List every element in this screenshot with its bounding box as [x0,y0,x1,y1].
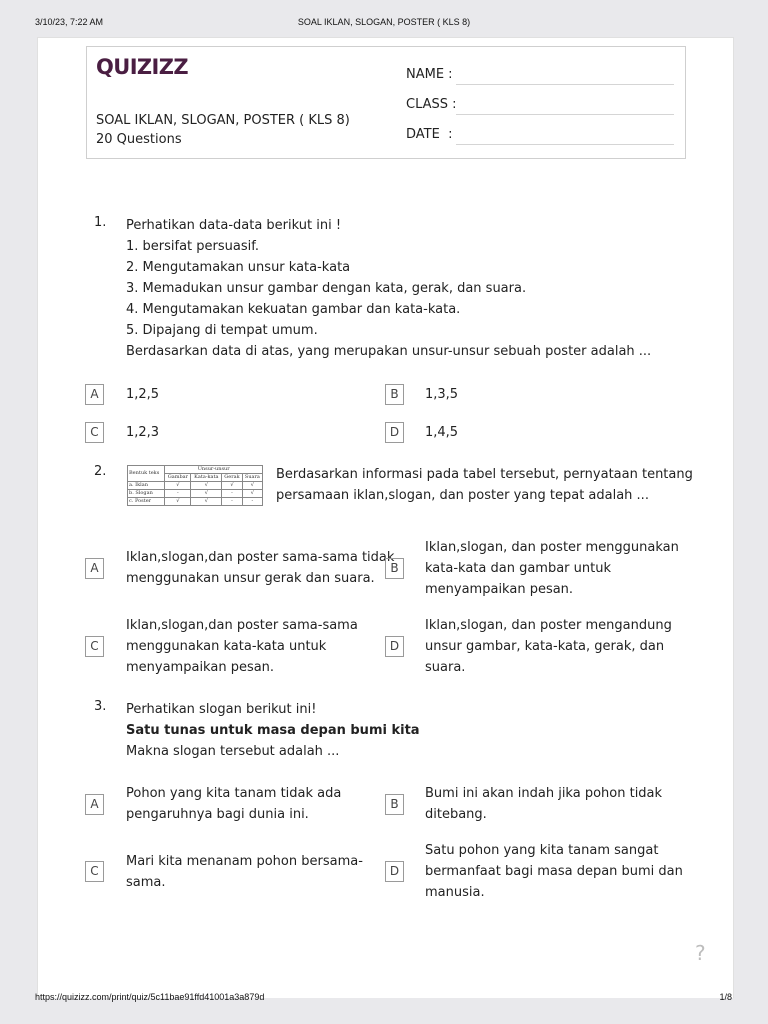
question-table [127,465,263,506]
class-field[interactable] [406,95,674,115]
table-cell: a. Iklan [128,482,165,490]
option-line: menggunakan unsur gerak dan suara. [126,571,375,586]
quiz-header-box [86,46,686,159]
help-icon[interactable]: ? [695,941,706,965]
slogan-text: Satu tunas untuk masa depan bumi kita [126,723,420,738]
option-badge-a[interactable]: A [85,384,104,405]
date-label: DATE : [406,127,453,142]
question-line: Berdasarkan informasi pada tabel tersebut, pernyataan tentang [276,467,693,482]
print-datetime: 3/10/23, 7:22 AM [35,17,104,27]
question-line: Perhatikan slogan berikut ini! [126,702,317,717]
table-cell: Suara [242,474,262,482]
option-badge-b[interactable]: B [385,794,404,815]
question-number: 1. [94,215,107,230]
date-line[interactable] [456,144,674,145]
option-line: Iklan,slogan,dan poster sama-sama [126,618,358,633]
option-text: 1,2,3 [126,425,160,440]
table-cell: Kata-kata [191,474,222,482]
option-line: Pohon yang kita tanam tidak ada [126,786,342,801]
option-badge-c[interactable]: C [85,861,104,882]
table-cell: √ [242,482,262,490]
name-field[interactable] [406,65,674,85]
option-text [126,547,394,589]
option-text [425,783,662,825]
option-line: menyampaikan pesan. [425,582,574,597]
option-line: sama. [126,875,166,890]
option-line: Satu pohon yang kita tanam sangat [425,843,659,858]
option-badge-d[interactable]: D [385,861,404,882]
option-line: suara. [425,660,466,675]
option-line: Bumi ini akan indah jika pohon tidak [425,786,663,801]
quiz-page [37,37,734,998]
table-row [128,490,263,498]
question-line: 5. Dipajang di tempat umum. [126,323,318,338]
table-cell: √ [222,482,243,490]
table-cell: - [242,498,262,506]
question-line: Berdasarkan data di atas, yang merupakan unsur-unsur sebuah poster adalah ... [126,344,652,359]
option-badge-d[interactable]: D [385,422,404,443]
quiz-title: SOAL IKLAN, SLOGAN, POSTER ( KLS 8) [96,113,350,128]
option-text [126,783,341,825]
question-text [126,699,420,762]
option-text: 1,3,5 [425,387,459,402]
question-count: 20 Questions [96,132,182,147]
question-line: persamaan iklan,slogan, dan poster yang tepat adalah ... [276,488,649,503]
table-cell: Unsur-unsur [165,466,263,474]
table-cell: √ [191,482,222,490]
option-badge-a[interactable]: A [85,558,104,579]
name-label: NAME : [406,67,453,82]
option-line: Iklan,slogan, dan poster mengandung [425,618,672,633]
question-line: 1. bersifat persuasif. [126,239,260,254]
option-line: menggunakan kata-kata untuk [126,639,327,654]
table-cell: Gerak [222,474,243,482]
print-header [0,17,768,31]
question-line: Makna slogan tersebut adalah ... [126,744,340,759]
option-line: pengaruhnya bagi dunia ini. [126,807,309,822]
option-line: ditebang. [425,807,487,822]
question-line: 3. Memadukan unsur gambar dengan kata, gerak, dan suara. [126,281,527,296]
name-line[interactable] [456,84,674,85]
question-number: 2. [94,464,107,479]
option-badge-b[interactable]: B [385,384,404,405]
option-text [126,615,358,678]
option-line: bermanfaat bagi masa depan bumi dan [425,864,683,879]
table-cell: √ [242,490,262,498]
quizizz-logo [96,55,189,85]
table-cell: √ [191,490,222,498]
question-line: 4. Mengutamakan kekuatan gambar dan kata-kata. [126,302,461,317]
table-cell: √ [165,498,191,506]
table-cell: √ [165,482,191,490]
option-badge-c[interactable]: C [85,422,104,443]
option-badge-b[interactable]: B [385,558,404,579]
option-badge-d[interactable]: D [385,636,404,657]
table-cell: √ [191,498,222,506]
date-field[interactable] [406,125,674,145]
option-line: kata-kata dan gambar untuk [425,561,611,576]
question-line: 2. Mengutamakan unsur kata-kata [126,260,351,275]
table-cell: c. Poster [128,498,165,506]
option-text [126,851,363,893]
option-line: Mari kita menanam pohon bersama- [126,854,363,869]
option-badge-a[interactable]: A [85,794,104,815]
table-cell: - [222,490,243,498]
print-doc-title: SOAL IKLAN, SLOGAN, POSTER ( KLS 8) [297,17,471,27]
question-text [126,215,651,362]
option-line: unsur gambar, kata-kata, gerak, dan [425,639,665,654]
option-text: 1,2,5 [126,387,160,402]
question-number: 3. [94,699,107,714]
option-line: Iklan,slogan,dan poster sama-sama tidak [126,550,395,565]
option-text [425,615,672,678]
option-line: manusia. [425,885,485,900]
print-footer [0,992,768,1006]
print-url: https://quizizz.com/print/quiz/5c11bae91ffd41001a3a879d [35,992,265,1002]
svg-text:QUIZIZZ: QUIZIZZ [96,55,189,79]
option-badge-c[interactable]: C [85,636,104,657]
question-line: Perhatikan data-data berikut ini ! [126,218,342,233]
option-text: 1,4,5 [425,425,459,440]
table-row [128,498,263,506]
quizizz-logo-icon [96,55,189,79]
class-line[interactable] [456,114,674,115]
table-row [128,482,263,490]
option-text [425,840,683,903]
option-text [425,537,679,600]
table-cell: Gambar [165,474,191,482]
table-cell: - [165,490,191,498]
option-line: Iklan,slogan, dan poster menggunakan [425,540,679,555]
class-label: CLASS : [406,97,457,112]
table-cell: - [222,498,243,506]
print-page-number: 1/8 [719,992,732,1002]
table-cell: Bentuk teks [128,466,165,482]
question-text [276,464,693,506]
table-cell: b. Slogan [128,490,165,498]
option-line: menyampaikan pesan. [126,660,275,675]
